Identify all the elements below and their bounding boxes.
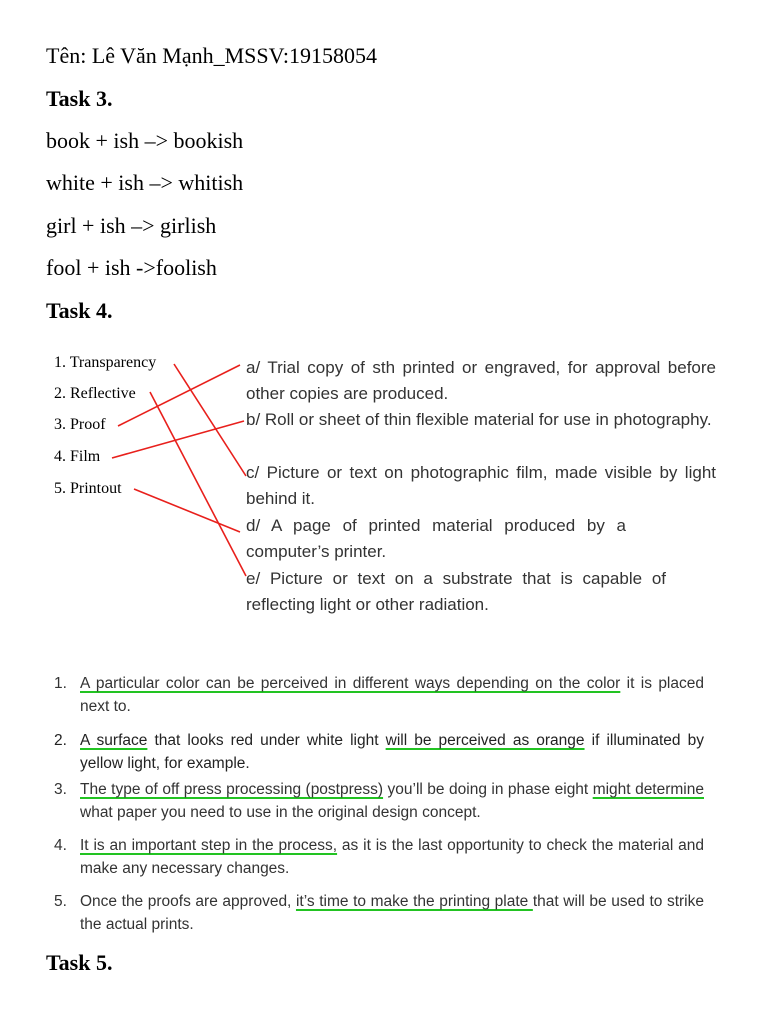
task3-line-4: fool + ish ->foolish [46, 255, 217, 280]
sentence-fragment: it is placed next to. [80, 675, 704, 715]
sentence-fragment: what paper you need to use in the original design concept. [80, 804, 481, 821]
task3-line-1: book + ish –> bookish [46, 128, 244, 153]
match-line-reflective-e [150, 392, 246, 576]
sentence-text [80, 729, 704, 775]
sentence-text [80, 890, 704, 936]
sentence-1 [54, 672, 704, 718]
task3-line-2: white + ish –> whitish [46, 170, 244, 195]
definition-d: d/ A page of printed material produced by a computer’s printer. [246, 516, 626, 561]
definition-b: b/ Roll or sheet of thin flexible material for use in photography. [246, 410, 712, 429]
underlined-phrase: will be perceived as orange [385, 732, 585, 749]
sentence-text [80, 778, 704, 824]
underlined-phrase: it’s time to make the printing plate [295, 893, 533, 910]
definition-a: a/ Trial copy of sth printed or engraved, for approval before other copies are produced. [246, 358, 716, 403]
underlined-phrase: might determine [592, 781, 704, 798]
term-transparency: 1. Transparency [54, 354, 157, 371]
underlined-phrase: The type of off press processing (postpress) [80, 781, 384, 798]
sentence-fragment: that looks red under white light [147, 732, 386, 749]
sentence-fragment: Once the proofs are approved, [80, 893, 296, 910]
task3-title: Task 3. [46, 86, 113, 111]
definition-c: c/ Picture or text on photographic film, made visible by light behind it. [246, 463, 716, 508]
term-proof: 3. Proof [54, 416, 106, 433]
match-line-film-b [112, 421, 244, 458]
sentence-text [80, 834, 704, 880]
sentence-fragment: you’ll be doing in phase eight [383, 781, 593, 798]
sentence-5 [54, 890, 704, 936]
task5-title: Task 5. [46, 950, 113, 975]
sentence-number: 4. [54, 837, 67, 854]
sentence-fragment: as it is the last opportunity to check the material and make any necessary changes. [80, 837, 705, 877]
sentence-2 [54, 729, 704, 775]
sentence-number: 1. [54, 675, 67, 692]
student-name-line: Tên: Lê Văn Mạnh_MSSV:19158054 [46, 43, 377, 68]
task4-title: Task 4. [46, 298, 113, 323]
sentence-fragment: that will be used to strike the actual prints. [80, 893, 704, 933]
match-line-proof-a [118, 365, 240, 426]
term-reflective: 2. Reflective [54, 385, 136, 402]
sentence-number: 3. [54, 781, 67, 798]
definition-e: e/ Picture or text on a substrate that is capable of reflecting light or other radiation. [246, 569, 666, 614]
match-line-printout-d [134, 489, 240, 532]
underlined-phrase: A particular color can be perceived in different ways depending on the color [80, 675, 621, 692]
sentence-number: 2. [54, 732, 67, 749]
term-printout: 5. Printout [54, 480, 122, 497]
sentence-4 [54, 834, 704, 880]
term-film: 4. Film [54, 448, 101, 465]
sentence-number: 5. [54, 893, 67, 910]
sentence-text [80, 672, 704, 718]
task3-line-3: girl + ish –> girlish [46, 213, 217, 238]
underlined-phrase: It is an important step in the process, [80, 837, 338, 854]
sentence-3 [54, 778, 704, 824]
underlined-phrase: A surface [80, 732, 148, 749]
sentence-fragment: if illuminated by yellow light, for example. [80, 732, 704, 772]
